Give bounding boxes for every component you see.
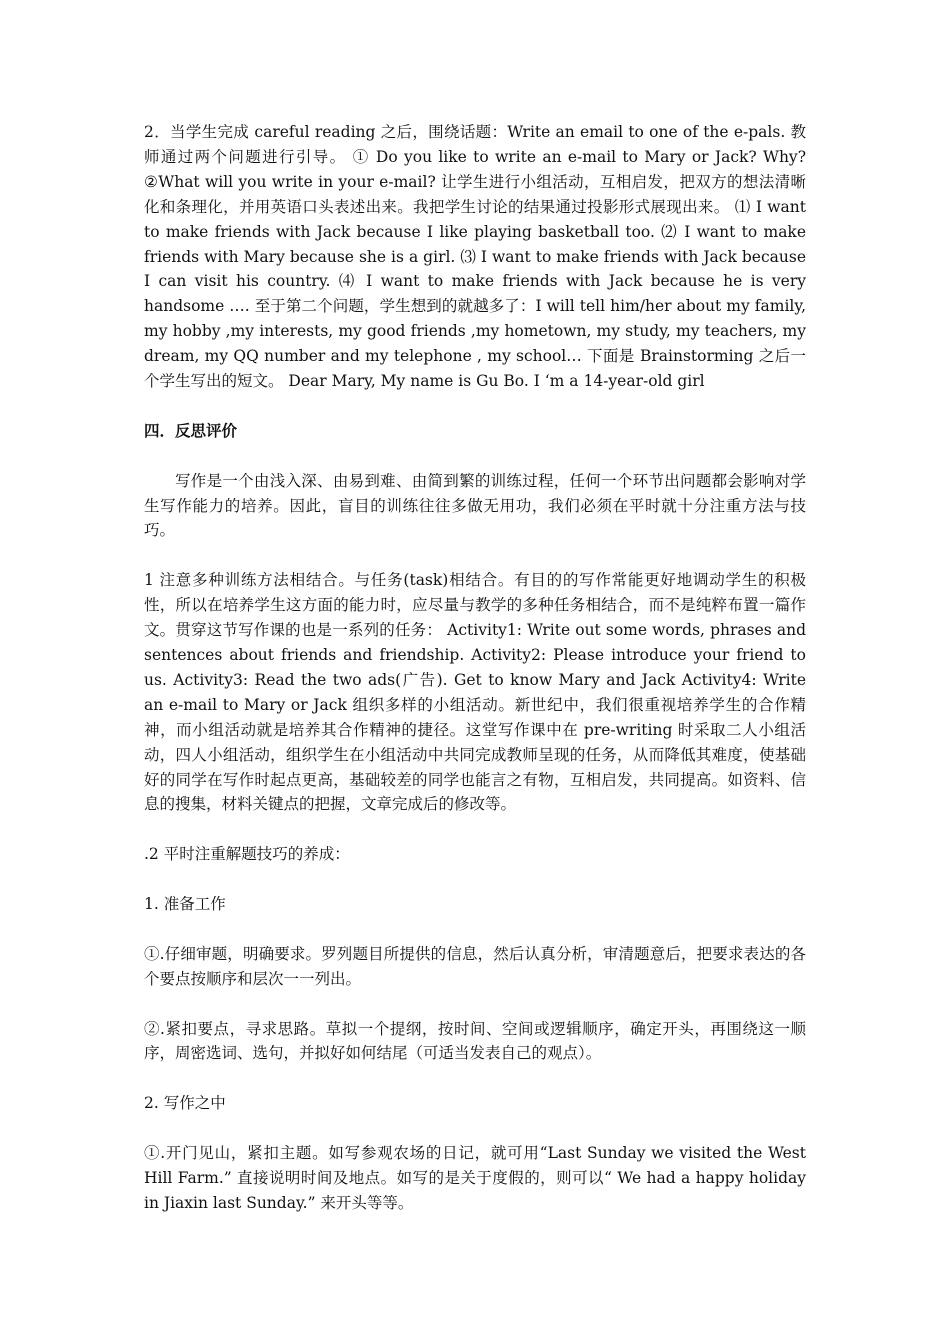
paragraph-preparation-2: ②.紧扣要点，寻求思路。草拟一个提纲，按时间、空间或逻辑顺序，确定开头，再围绕这一顺序，周密选词、选句，并拟好如何结尾（可适当发表自己的观点）。 [144,1019,806,1063]
paragraph-gap [144,394,806,419]
subheading-skills: .2 平时注重解题技巧的养成： [144,845,350,864]
document-page [144,120,806,1216]
paragraph-gap [144,543,806,568]
paragraph-writing-task: 2．当学生完成 careful reading 之后，围绕话题：Write an email to one of the e-pals. 教师通过两个问题进行引导。 ① Do you like to write an e-mail to Mary or Jack? Why? ②What will you write in your e-mail? 让学生进行小组活动，互相启发，把双方的想法清晰化和条理化，并用英语口头表述出来。我把学生讨论的结果通过投影形式展现出来。 ⑴ I want to make friends with Jack because I like playing basketball too. ⑵ I want to make friends with Mary because she is a girl. ⑶ I want to make friends with Jack because I can visit his country. ⑷ I want to make friends with Jack because he is very handsome …. 至于第二个问题，学生想到的就越多了：I will tell him/her about my family, my hobby ,my interests, my good friends ,my hometown, my study, my teachers, my dream, my QQ number and my telephone , my school… 下面是 Brainstorming 之后一个学生写出的短文。 Dear Mary, My name is Gu Bo. I ‘m a 14-year-old girl [144,123,806,391]
section-heading-reflection: 四．反思评价 [144,420,238,440]
paragraph-gap [144,1116,806,1141]
paragraph-method-combine: 1 注意多种训练方法相结合。与任务(task)相结合。有目的的写作常能更好地调动学生的积极性，所以在培养学生这方面的能力时，应尽量与教学的多种任务相结合，而不是纯粹布置一篇作文。贯穿这节写作课的也是一系列的任务： Activity1: Write out some words, phrases and sentences about friends and friendship. Activity2: Please introduce your friend to us. Activity3: Read the two ads(广告). Get to know Mary and Jack Activity4: Write an e-mail to Mary or Jack 组织多样的小组活动。新世纪中，我们很重视培养学生的合作精神，而小组活动就是培养其合作精神的捷径。这堂写作课中在 pre-writing 时采取二人小组活动，四人小组活动，组织学生在小组活动中共同完成教师呈现的任务，从而降低其难度，使基础好的同学在写作时起点更高，基础较差的同学也能言之有物，互相启发，共同提高。如资料、信息的搜集，材料关键点的把握，文章完成后的修改等。 [144,571,806,814]
paragraph-gap [144,1066,806,1091]
subheading-preparation: 1. 准备工作 [144,895,226,914]
subheading-during-writing: 2. 写作之中 [144,1094,226,1113]
paragraph-gap [144,444,806,469]
paragraph-during-writing-1: ①.开门见山，紧扣主题。如写参观农场的日记，就可用“Last Sunday we visited the West Hill Farm.” 直接说明时间及地点。如写的是关于度假的，则可以“ We had a happy holiday in Jiaxin last Sunday.” 来开头等等。 [144,1144,806,1212]
paragraph-gap [144,817,806,842]
paragraph-preparation-1: ①.仔细审题，明确要求。罗列题目所提供的信息，然后认真分析，审清题意后，把要求表达的各个要点按顺序和层次一一列出。 [144,944,806,988]
paragraph-reflection-intro: 写作是一个由浅入深、由易到难、由简到繁的训练过程，任何一个环节出问题都会影响对学生写作能力的培养。因此，盲目的训练往往多做无用功，我们必须在平时就十分注重方法与技巧。 [144,471,806,540]
paragraph-gap [144,867,806,892]
paragraph-gap [144,992,806,1017]
paragraph-gap [144,917,806,942]
